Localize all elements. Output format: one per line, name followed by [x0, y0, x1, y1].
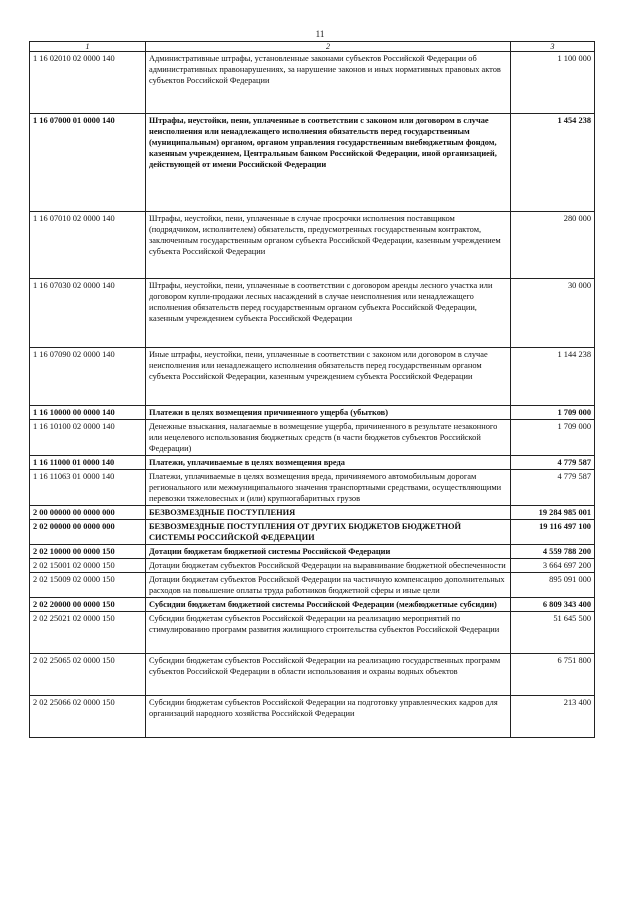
item-amount: 30 000	[511, 279, 595, 348]
table-row	[30, 598, 595, 612]
table-row	[30, 348, 595, 406]
item-amount: 3 664 697 200	[511, 559, 595, 573]
item-description: Субсидии бюджетам субъектов Российской Федерации на реализацию государственных программ субъектов Российской Федерации в области использования и охраны водных объектов	[146, 654, 511, 696]
item-description: Дотации бюджетам субъектов Российской Федерации на выравнивание бюджетной обеспеченности	[146, 559, 511, 573]
item-amount: 51 645 500	[511, 612, 595, 654]
table-row	[30, 114, 595, 212]
budget-code: 2 02 10000 00 0000 150	[30, 545, 146, 559]
item-description: БЕЗВОЗМЕЗДНЫЕ ПОСТУПЛЕНИЯ ОТ ДРУГИХ БЮДЖЕТОВ БЮДЖЕТНОЙ СИСТЕМЫ РОССИЙСКОЙ ФЕДЕРАЦИИ	[146, 520, 511, 545]
budget-code: 1 16 02010 02 0000 140	[30, 52, 146, 114]
budget-code: 2 02 15009 02 0000 150	[30, 573, 146, 598]
item-amount: 895 091 000	[511, 573, 595, 598]
budget-code: 2 02 15001 02 0000 150	[30, 559, 146, 573]
item-description: Субсидии бюджетам субъектов Российской Федерации на подготовку управленческих кадров для организаций народного хозяйства Российской Федерации	[146, 696, 511, 738]
budget-code: 2 02 00000 00 0000 000	[30, 520, 146, 545]
table-row	[30, 696, 595, 738]
column-number-3: 3	[511, 42, 595, 52]
budget-code: 1 16 07030 02 0000 140	[30, 279, 146, 348]
budget-code: 1 16 07000 01 0000 140	[30, 114, 146, 212]
item-amount: 19 284 985 001	[511, 506, 595, 520]
item-description: Штрафы, неустойки, пени, уплаченные в соответствии с договором аренды лесного участка или договором купли-продажи лесных насаждений в случае неисполнения или ненадлежащего исполнения обязательств перед государственным органом субъекта Российской Федерации, казенным учреждением субъекта Российской Федерации	[146, 279, 511, 348]
budget-code: 1 16 07090 02 0000 140	[30, 348, 146, 406]
item-description: Административные штрафы, установленные законами субъектов Российской Федерации об административных правонарушениях, за нарушение законов и иных нормативных правовых актов субъектов Российской Федерации	[146, 52, 511, 114]
table-row	[30, 212, 595, 279]
item-amount: 1 709 000	[511, 420, 595, 456]
table-row	[30, 612, 595, 654]
item-description: Субсидии бюджетам субъектов Российской Федерации на реализацию мероприятий по стимулированию программ развития жилищного строительства субъектов Российской Федерации	[146, 612, 511, 654]
table-row	[30, 654, 595, 696]
item-amount: 6 809 343 400	[511, 598, 595, 612]
item-amount: 19 116 497 100	[511, 520, 595, 545]
budget-code: 2 02 20000 00 0000 150	[30, 598, 146, 612]
budget-code: 1 16 11000 01 0000 140	[30, 456, 146, 470]
table-row	[30, 559, 595, 573]
table-row	[30, 506, 595, 520]
budget-code: 2 02 25065 02 0000 150	[30, 654, 146, 696]
item-description: Субсидии бюджетам бюджетной системы Российской Федерации (межбюджетные субсидии)	[146, 598, 511, 612]
item-amount: 280 000	[511, 212, 595, 279]
budget-code: 2 02 25066 02 0000 150	[30, 696, 146, 738]
budget-code: 1 16 07010 02 0000 140	[30, 212, 146, 279]
budget-code: 1 16 10100 02 0000 140	[30, 420, 146, 456]
table-row	[30, 420, 595, 456]
table-row	[30, 52, 595, 114]
item-description: Платежи, уплачиваемые в целях возмещения вреда, причиняемого автомобильным дорогам регионального или межмуниципального значения транспортными средствами, осуществляющими перевозки тяжеловесных и (или) крупногабаритных грузов	[146, 470, 511, 506]
item-description: Денежные взыскания, налагаемые в возмещение ущерба, причиненного в результате незаконного или нецелевого использования бюджетных средств (в части бюджетов субъектов Российской Федерации)	[146, 420, 511, 456]
table-row	[30, 573, 595, 598]
budget-code: 2 02 25021 02 0000 150	[30, 612, 146, 654]
table-row	[30, 520, 595, 545]
item-description: Дотации бюджетам субъектов Российской Федерации на частичную компенсацию дополнительных расходов на повышение оплаты труда работников бюджетной сферы и иные цели	[146, 573, 511, 598]
item-description: Штрафы, неустойки, пени, уплаченные в соответствии с законом или договором в случае неисполнения или ненадлежащего исполнения обязательств перед государственным (муниципальным) органом, органом управления государственным внебюджетным фондом, казенным учреждением, Центральным банком Российской Федерации, иной организацией, действующей от имени Российской Федерации	[146, 114, 511, 212]
budget-code: 1 16 10000 00 0000 140	[30, 406, 146, 420]
item-amount: 4 559 788 200	[511, 545, 595, 559]
item-amount: 1 454 238	[511, 114, 595, 212]
column-number-1: 1	[30, 42, 146, 52]
table-row	[30, 545, 595, 559]
item-description: Платежи в целях возмещения причиненного ущерба (убытков)	[146, 406, 511, 420]
table-row	[30, 470, 595, 506]
revenue-table	[29, 41, 595, 738]
item-amount: 1 100 000	[511, 52, 595, 114]
item-amount: 1 144 238	[511, 348, 595, 406]
budget-code: 2 00 00000 00 0000 000	[30, 506, 146, 520]
item-description: БЕЗВОЗМЕЗДНЫЕ ПОСТУПЛЕНИЯ	[146, 506, 511, 520]
item-description: Платежи, уплачиваемые в целях возмещения вреда	[146, 456, 511, 470]
column-number-2: 2	[146, 42, 511, 52]
column-number-row	[30, 42, 595, 52]
item-amount: 1 709 000	[511, 406, 595, 420]
table-row	[30, 456, 595, 470]
budget-code: 1 16 11063 01 0000 140	[30, 470, 146, 506]
item-description: Иные штрафы, неустойки, пени, уплаченные в соответствии с законом или договором в случае неисполнения или ненадлежащего исполнения обязательств перед государственным органом субъекта Российской Федерации, казенным учреждением субъекта Российской Федерации	[146, 348, 511, 406]
table-row	[30, 406, 595, 420]
item-amount: 4 779 587	[511, 456, 595, 470]
table-row	[30, 279, 595, 348]
item-amount: 6 751 800	[511, 654, 595, 696]
item-amount: 213 400	[511, 696, 595, 738]
item-description: Дотации бюджетам бюджетной системы Российской Федерации	[146, 545, 511, 559]
item-amount: 4 779 587	[511, 470, 595, 506]
page-number: 11	[315, 29, 325, 39]
item-description: Штрафы, неустойки, пени, уплаченные в случае просрочки исполнения поставщиком (подрядчиком, исполнителем) обязательств, предусмотренных государственным контрактом, заключенным государственным органом субъекта Российской Федерации, казенным учреждением субъекта Российской Федерации	[146, 212, 511, 279]
